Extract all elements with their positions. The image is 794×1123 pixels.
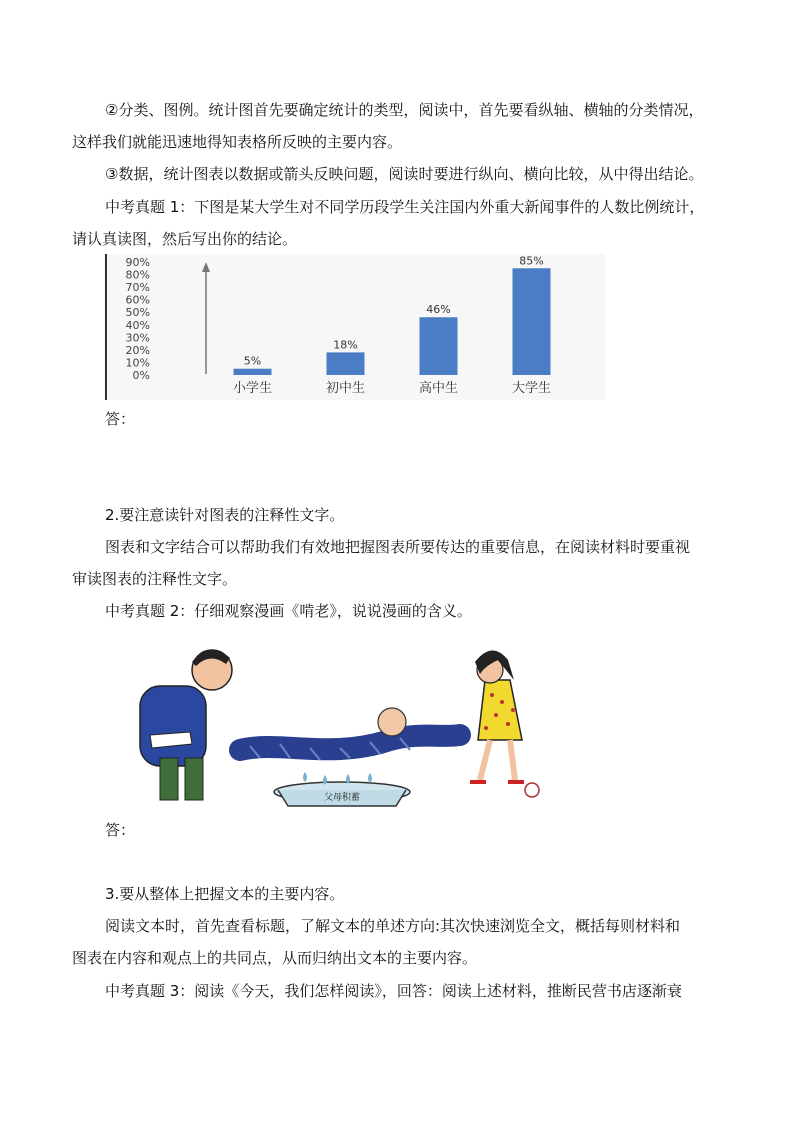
x-tick-label: 小学生 xyxy=(232,381,273,396)
bar-value-label: 85% xyxy=(519,254,544,268)
bar-3 xyxy=(513,268,551,375)
x-tick-labels xyxy=(233,380,551,396)
bar-value-label: 46% xyxy=(426,303,451,317)
bar-1 xyxy=(327,352,365,375)
y-tick-label: 40% xyxy=(125,318,150,332)
man-body xyxy=(140,686,206,766)
y-tick-label: 20% xyxy=(125,343,150,357)
y-tick-label: 70% xyxy=(125,281,150,295)
section-2-body-line2: 审读图表的注释性文字。 xyxy=(72,570,238,588)
bar-value-label: 5% xyxy=(243,354,262,368)
y-tick-label: 50% xyxy=(125,306,150,320)
y-tick-label: 60% xyxy=(125,293,150,307)
y-tick-label: 30% xyxy=(125,331,150,345)
answer-1-label: 答： xyxy=(105,410,136,428)
basin-label: 父母积蓄 xyxy=(323,793,361,803)
x-tick-label: 初中生 xyxy=(325,381,366,396)
y-tick-label: 0% xyxy=(132,369,150,382)
section-2-heading: 2.要注意读针对图表的注释性文字。 xyxy=(105,506,345,524)
y-tick-label: 90% xyxy=(125,256,150,269)
section-3-body-line1: 阅读文本时，首先查看标题，了解文本的单述方向:其次快速浏览全文，概括每则材料和 xyxy=(105,917,681,935)
exam-question-1-line1: 中考真题 1：下图是某大学生对不同学历段学生关注国内外重大新闻事件的人数比例统计， xyxy=(105,198,705,216)
exam-question-1-line2: 请认真读图，然后写出你的结论。 xyxy=(72,230,298,248)
y-axis-arrow-icon xyxy=(202,262,210,272)
exam-question-3: 中考真题 3：阅读《今天，我们怎样阅读》，回答：阅读上述材料，推断民营书店逐渐衰 xyxy=(105,982,682,1000)
y-tick-labels xyxy=(126,256,150,382)
section-2-body-line1: 图表和文字结合可以帮助我们有效地把握图表所要传达的重要信息，在阅读材料时要重视 xyxy=(105,538,691,556)
answer-2-label: 答： xyxy=(105,821,136,839)
y-tick-label: 10% xyxy=(125,356,150,370)
exam-question-2: 中考真题 2：仔细观察漫画《啃老》，说说漫画的含义。 xyxy=(105,602,472,620)
twisted-elder xyxy=(240,735,460,750)
section-3-heading: 3.要从整体上把握文本的主要内容。 xyxy=(105,885,345,903)
seal-stamp xyxy=(525,783,539,797)
paragraph-classification-line2: 这样我们就能迅速地得知表格所反映的主要内容。 xyxy=(72,133,403,151)
woman-dress xyxy=(478,680,522,740)
section-3-body-line2: 图表在内容和观点上的共同点，从而归纳出文本的主要内容。 xyxy=(72,949,478,967)
bar-2 xyxy=(420,317,458,375)
woman-legs xyxy=(480,740,515,780)
paragraph-data: ③数据，统计图表以数据或箭头反映问题，阅读时要进行纵向、横向比较，从中得出结论。 xyxy=(105,165,704,183)
man-leg-right xyxy=(185,758,203,800)
bar-chart xyxy=(104,254,605,400)
y-tick-label: 80% xyxy=(125,268,150,282)
bars xyxy=(234,268,551,375)
bar-0 xyxy=(234,369,272,375)
value-labels xyxy=(244,254,544,367)
paragraph-classification-line1: ②分类、图例。统计图首先要确定统计的类型，阅读中，首先要看纵轴、横轴的分类情况， xyxy=(105,101,704,119)
man-leg-left xyxy=(160,758,178,800)
x-tick-label: 大学生 xyxy=(511,381,552,396)
elder-head xyxy=(378,708,406,736)
bar-value-label: 18% xyxy=(333,338,358,352)
cartoon-kenlao-illustration xyxy=(130,640,550,810)
x-tick-label: 高中生 xyxy=(418,381,459,396)
